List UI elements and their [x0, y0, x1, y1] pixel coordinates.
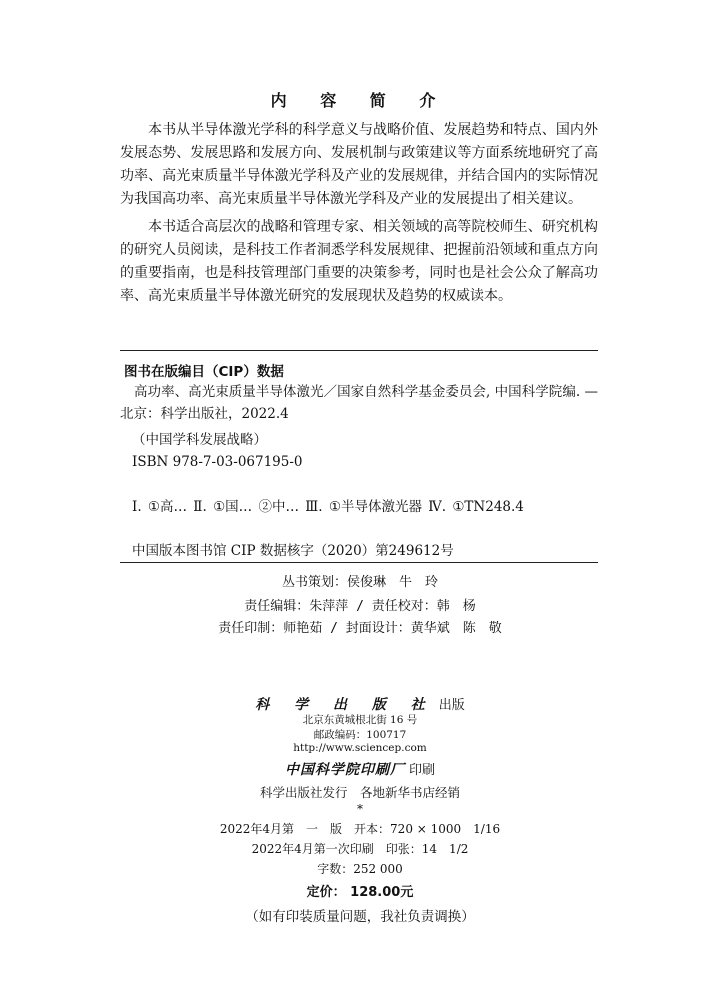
cip-heading: 图书在版编目（CIP）数据	[124, 364, 284, 380]
printer-logo: 中国科学院印刷厂	[284, 762, 405, 778]
cip-bottom-rule	[120, 562, 598, 563]
cip-isbn: ISBN 978-7-03-067195-0	[132, 454, 303, 470]
publisher-logo: 科 学 出 版 社	[255, 697, 435, 713]
publisher-suffix: 出版	[438, 698, 465, 713]
credit-series-planners: 丛书策划：侯俊琳 牛 玲	[281, 575, 438, 590]
cip-main-entry: 高功率、高光束质量半导体激光／国家自然科学基金委员会, 中国科学院编. —北京：科学出版社，2022.4	[120, 384, 598, 422]
credit-production: 责任印制：师艳茹 / 封面设计：黄华斌 陈 敬	[218, 621, 502, 636]
edition-line: 2022年4月第 一 版 开本：720 × 1000 1/16	[219, 822, 501, 836]
intro-paragraph-1: 本书从半导体激光学科的科学意义与战略价值、发展趋势和特点、国内外发展态势、发展思路和发展方向、发展机制与政策建议等方面系统地研究了高功率、高光束质量半导体激光学科及产业的发展规律，并结合国内的实际情况为我国高功率、高光束质量半导体激光学科及产业的发展提出了相关建议。	[120, 122, 598, 207]
publisher-url: http://www.sciencep.com	[293, 742, 427, 754]
credit-editors: 责任编辑：朱萍萍 / 责任校对：韩 杨	[244, 599, 476, 614]
printer-suffix: 印刷	[408, 763, 435, 778]
printing-line: 2022年4月第一次印刷 印张：14 1/2	[251, 842, 469, 856]
publisher-address: 北京东黄城根北街 16 号	[302, 714, 418, 726]
word-count: 字数：252 000	[317, 862, 403, 876]
publisher-postal-code: 邮政编码：100717	[313, 729, 407, 741]
cip-top-rule	[120, 350, 598, 351]
separator-star: *	[357, 802, 363, 816]
cip-record-number: 中国版本图书馆 CIP 数据核字（2020）第249612号	[132, 543, 454, 559]
printer-line	[0, 759, 720, 779]
quality-note: （如有印装质量问题，我社负责调换）	[245, 909, 475, 925]
price: 定价： 128.00元	[306, 885, 414, 900]
distribution-line: 科学出版社发行 各地新华书店经销	[259, 785, 460, 800]
publisher-line	[0, 694, 720, 714]
intro-paragraph-2: 本书适合高层次的战略和管理专家、相关领域的高等院校师生、研究机构的研究人员阅读，是科技工作者洞悉学科发展规律、把握前沿领域和重点方向的重要指南，也是科技管理部门重要的决策参考，同时也是社会公众了解高功率、高光束质量半导体激光研究的发展现状及趋势的权威读本。	[120, 219, 598, 304]
cip-series: （中国学科发展战略）	[132, 432, 267, 448]
intro-title: 内 容 简 介	[270, 91, 450, 110]
cip-classification: Ⅰ. ①高… Ⅱ. ①国… ②中… Ⅲ. ①半导体激光器 Ⅳ. ①TN248.4	[132, 499, 524, 515]
